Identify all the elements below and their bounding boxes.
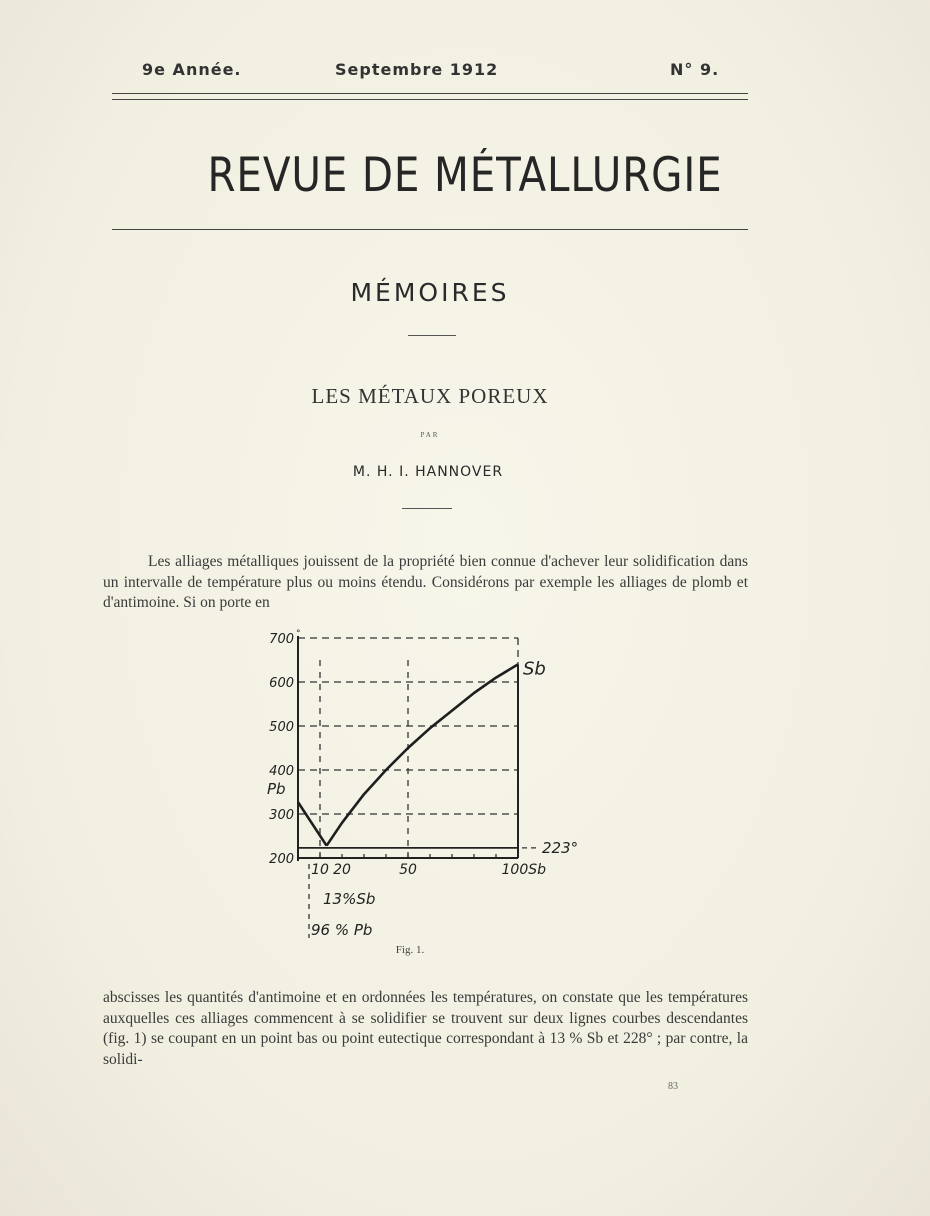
figure-1-chart (255, 625, 595, 940)
section-divider (408, 335, 456, 336)
header-year: 9e Année. (142, 60, 242, 79)
article-author: M. H. I. HANNOVER (352, 464, 504, 480)
header-rule-top (112, 93, 748, 94)
figure-caption: Fig. 1. (395, 944, 425, 956)
x-tick-label-20: 20 (333, 862, 351, 878)
y-tick-label-600: 600 (269, 676, 294, 691)
chart-axes (298, 636, 538, 861)
header-date: Septembre 1912 (335, 60, 499, 79)
y-tick-label-300: 300 (269, 808, 294, 823)
author-divider (402, 508, 452, 509)
paragraph-2 (103, 988, 748, 1070)
paragraph-2-text: abscisses les quantités d'antimoine et en ordonnées les températures, on constate que les températures auxquelles ces alliages commencent à se solidifier se trouvent sur deux lignes courbes descendantes (fig. 1) se coupant en un point bas ou point eutectique correspondant à 13 % Sb et 228° ; par contre, la solidi- (103, 989, 748, 1068)
series-label-Sb: Sb (523, 658, 546, 680)
y-degree-mark: ° (296, 629, 301, 639)
x-tick-label-10: 10 (311, 862, 329, 878)
eutectic-label: 223° (542, 838, 579, 857)
liquidus-curve-Pb (298, 802, 327, 846)
article-by: PAR (420, 431, 440, 439)
x-tick-label-50: 50 (399, 862, 417, 878)
annotation-sb-percent: 13%Sb (323, 890, 376, 908)
y-tick-label-500: 500 (269, 720, 294, 735)
page-number: 83 (668, 1081, 678, 1092)
liquidus-curve-Sb (327, 664, 518, 845)
y-tick-label-400: 400 (269, 764, 294, 779)
title-rule (112, 229, 748, 230)
article-title: LES MÉTAUX POREUX (311, 384, 549, 408)
header-number: N° 9. (670, 60, 720, 79)
section-heading: MÉMOIRES (350, 278, 510, 307)
y-tick-label-700: 700 (269, 632, 294, 647)
header-rule-bottom (112, 99, 748, 100)
paragraph-1 (103, 552, 748, 614)
journal-title: REVUE DE MÉTALLURGIE (207, 148, 723, 203)
annotation-pb-percent: 96 % Pb (311, 921, 373, 939)
y-tick-label-200: 200 (269, 852, 294, 867)
series-label-Pb: Pb (267, 780, 286, 799)
paragraph-1-text: Les alliages métalliques jouissent de la propriété bien connue d'achever leur solidification dans un intervalle de température plus ou moins étendu. Considérons par exemple les alliages de plomb et d'antimoine. Si on porte en (103, 553, 748, 611)
chart-labels (267, 629, 578, 939)
x-tick-label-100Sb: 100Sb (501, 862, 546, 878)
